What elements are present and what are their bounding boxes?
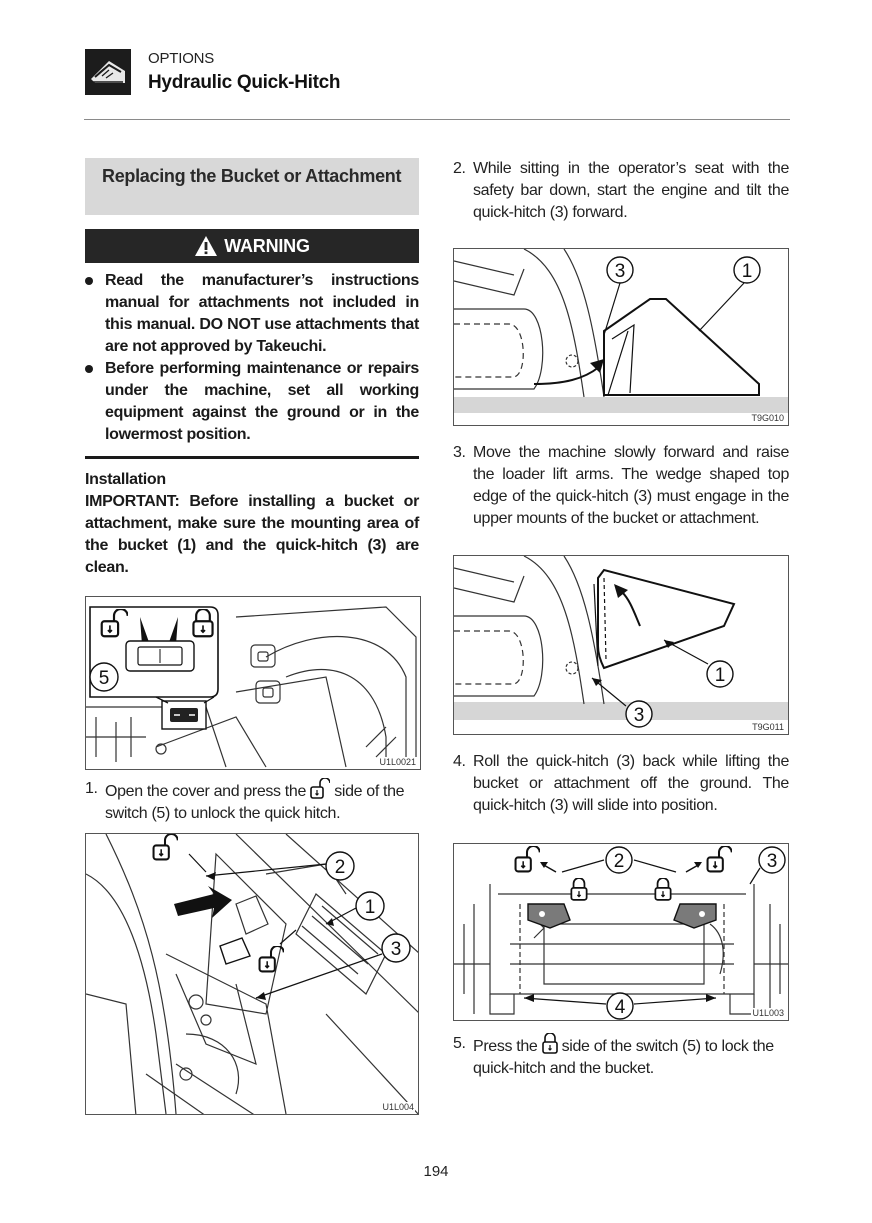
- callout-4: 4: [614, 997, 626, 1018]
- bucket-icon: [85, 49, 131, 95]
- warning-item: Read the manufacturer’s instructions manual for attachments not included in this manual. DO NOT use attachments that are not approved by Takeuchi.: [85, 270, 419, 358]
- callout-2: 2: [334, 857, 346, 878]
- callout-1: 1: [364, 897, 376, 918]
- figure-quick-hitch-pins: [453, 843, 789, 1021]
- callout-1: 1: [714, 665, 726, 686]
- lock-open-icon: [310, 778, 330, 800]
- page-header: [84, 46, 790, 120]
- step-4: 4. Roll the quick-hitch (3) back while lifting the bucket or attachment off the ground. The quick-hitch (3) will slide into position.: [453, 753, 789, 814]
- warning-icon: [194, 235, 218, 257]
- lock-closed-icon: [542, 1033, 558, 1055]
- page-number: 194: [423, 1163, 449, 1180]
- section-divider: [85, 456, 419, 459]
- warning-item: Before performing maintenance or repairs under the machine, set all working equipment against the ground or in the lowermost position.: [85, 358, 419, 446]
- warning-label: WARNING: [224, 235, 310, 256]
- figure-switch: [85, 596, 421, 770]
- warning-list: [85, 270, 419, 446]
- step-5: 5. Press the side of the switch (5) to lock the quick-hitch and the bucket.: [453, 1035, 774, 1077]
- section-title: Replacing the Bucket or Attachment: [85, 158, 419, 215]
- step-1: 1. Open the cover and press the side of the switch (5) to unlock the quick hitch.: [85, 780, 405, 822]
- important-note: IMPORTANT: Before installing a bucket or attachment, make sure the mounting area of the bucket (1) and the quick-hitch (3) are clean.: [85, 493, 419, 576]
- section-label: OPTIONS: [148, 50, 215, 67]
- figure-code: U1L003: [752, 1008, 784, 1018]
- callout-3: 3: [390, 939, 402, 960]
- figure-tilt-forward: [453, 248, 789, 426]
- callout-1: 1: [741, 261, 753, 282]
- figure-code: T9G010: [751, 413, 784, 423]
- warning-banner: [85, 229, 419, 263]
- left-column: [85, 158, 419, 1115]
- step-3: 3. Move the machine slowly forward and raise the loader lift arms. The wedge shaped top edge of the quick-hitch (3) must engage in the upper mounts of the bucket or attachment.: [453, 444, 789, 527]
- step-2: 2. While sitting in the operator’s seat with the safety bar down, start the engine and tilt the quick-hitch (3) forward.: [453, 160, 789, 221]
- figure-code: U1L004: [382, 1102, 414, 1112]
- callout-3: 3: [766, 851, 778, 872]
- callout-5: 5: [98, 668, 110, 689]
- installation-heading: Installation: [85, 471, 166, 488]
- callout-2: 2: [613, 851, 625, 872]
- figure-engage-mounts: [453, 555, 789, 735]
- right-column: [453, 158, 789, 1080]
- figure-code: T9G011: [752, 722, 784, 732]
- figure-code: U1L0021: [379, 757, 416, 767]
- figure-quick-hitch-detail: [85, 833, 419, 1115]
- callout-3: 3: [614, 261, 626, 282]
- page-title: Hydraulic Quick-Hitch: [148, 72, 341, 93]
- callout-3: 3: [633, 705, 645, 726]
